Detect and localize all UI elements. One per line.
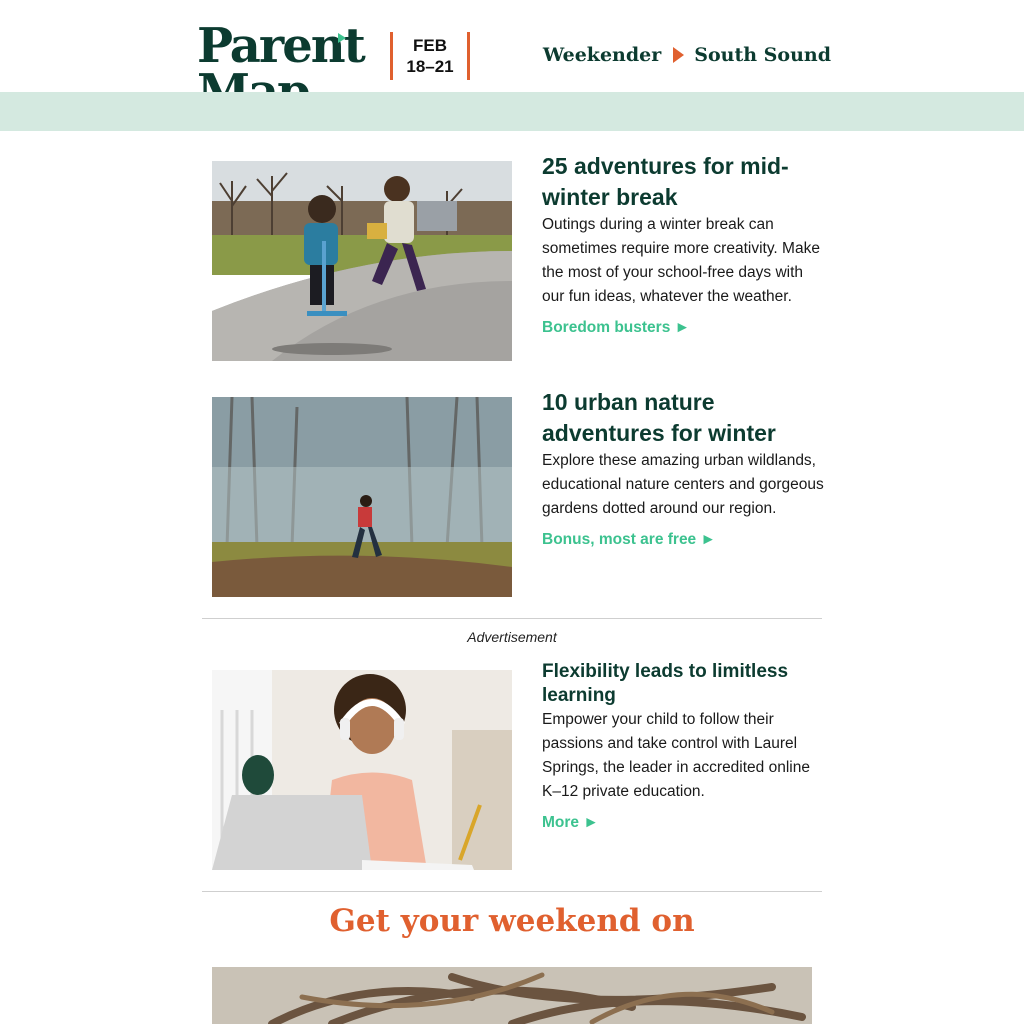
logo-triangle-icon <box>338 33 346 43</box>
story-2-link[interactable]: Bonus, most are free ► <box>542 531 716 548</box>
ad-title[interactable]: Flexibility leads to limitless learning <box>542 661 789 706</box>
email-header <box>0 0 1024 92</box>
ad-image[interactable] <box>212 670 512 870</box>
logo-line-1: Parent <box>197 18 364 74</box>
edition-nav <box>543 44 831 66</box>
nav-weekender[interactable]: Weekender <box>542 44 662 66</box>
header-band <box>0 92 1024 131</box>
story-2-body: Explore these amazing urban wildlands, educational nature centers and gorgeous gardens dotted around our region. <box>542 452 824 517</box>
ad-story <box>542 660 826 832</box>
story-1-body: Outings during a winter break can sometimes require more creativity. Make the most of your school-free days with our fun ideas, whatever the weather. <box>542 216 820 305</box>
story-1 <box>542 151 826 337</box>
ad-label: Advertisement <box>467 629 557 645</box>
story-1-title[interactable]: 25 adventures for mid-winter break <box>542 153 789 210</box>
divider-bottom-ad <box>202 891 822 892</box>
story-2 <box>542 387 826 549</box>
nav-arrow-icon <box>673 47 684 63</box>
weekend-feature-image[interactable] <box>212 967 812 1024</box>
ad-link[interactable]: More ► <box>542 814 599 831</box>
ad-body: Empower your child to follow their passions and take control with Laurel Springs, the leader in accredited online K–12 private education. <box>542 711 810 800</box>
story-1-image[interactable] <box>212 161 512 361</box>
nav-south-sound[interactable]: South Sound <box>694 44 831 66</box>
story-2-title[interactable]: 10 urban nature adventures for winter <box>542 389 776 446</box>
issue-month: FEB <box>413 36 447 55</box>
weekend-heading: Get your weekend on <box>329 903 695 939</box>
story-2-image[interactable] <box>212 397 512 597</box>
divider-top-ad <box>202 618 822 619</box>
story-1-link[interactable]: Boredom busters ► <box>542 319 690 336</box>
issue-range: 18–21 <box>406 57 454 76</box>
issue-date <box>390 32 470 80</box>
